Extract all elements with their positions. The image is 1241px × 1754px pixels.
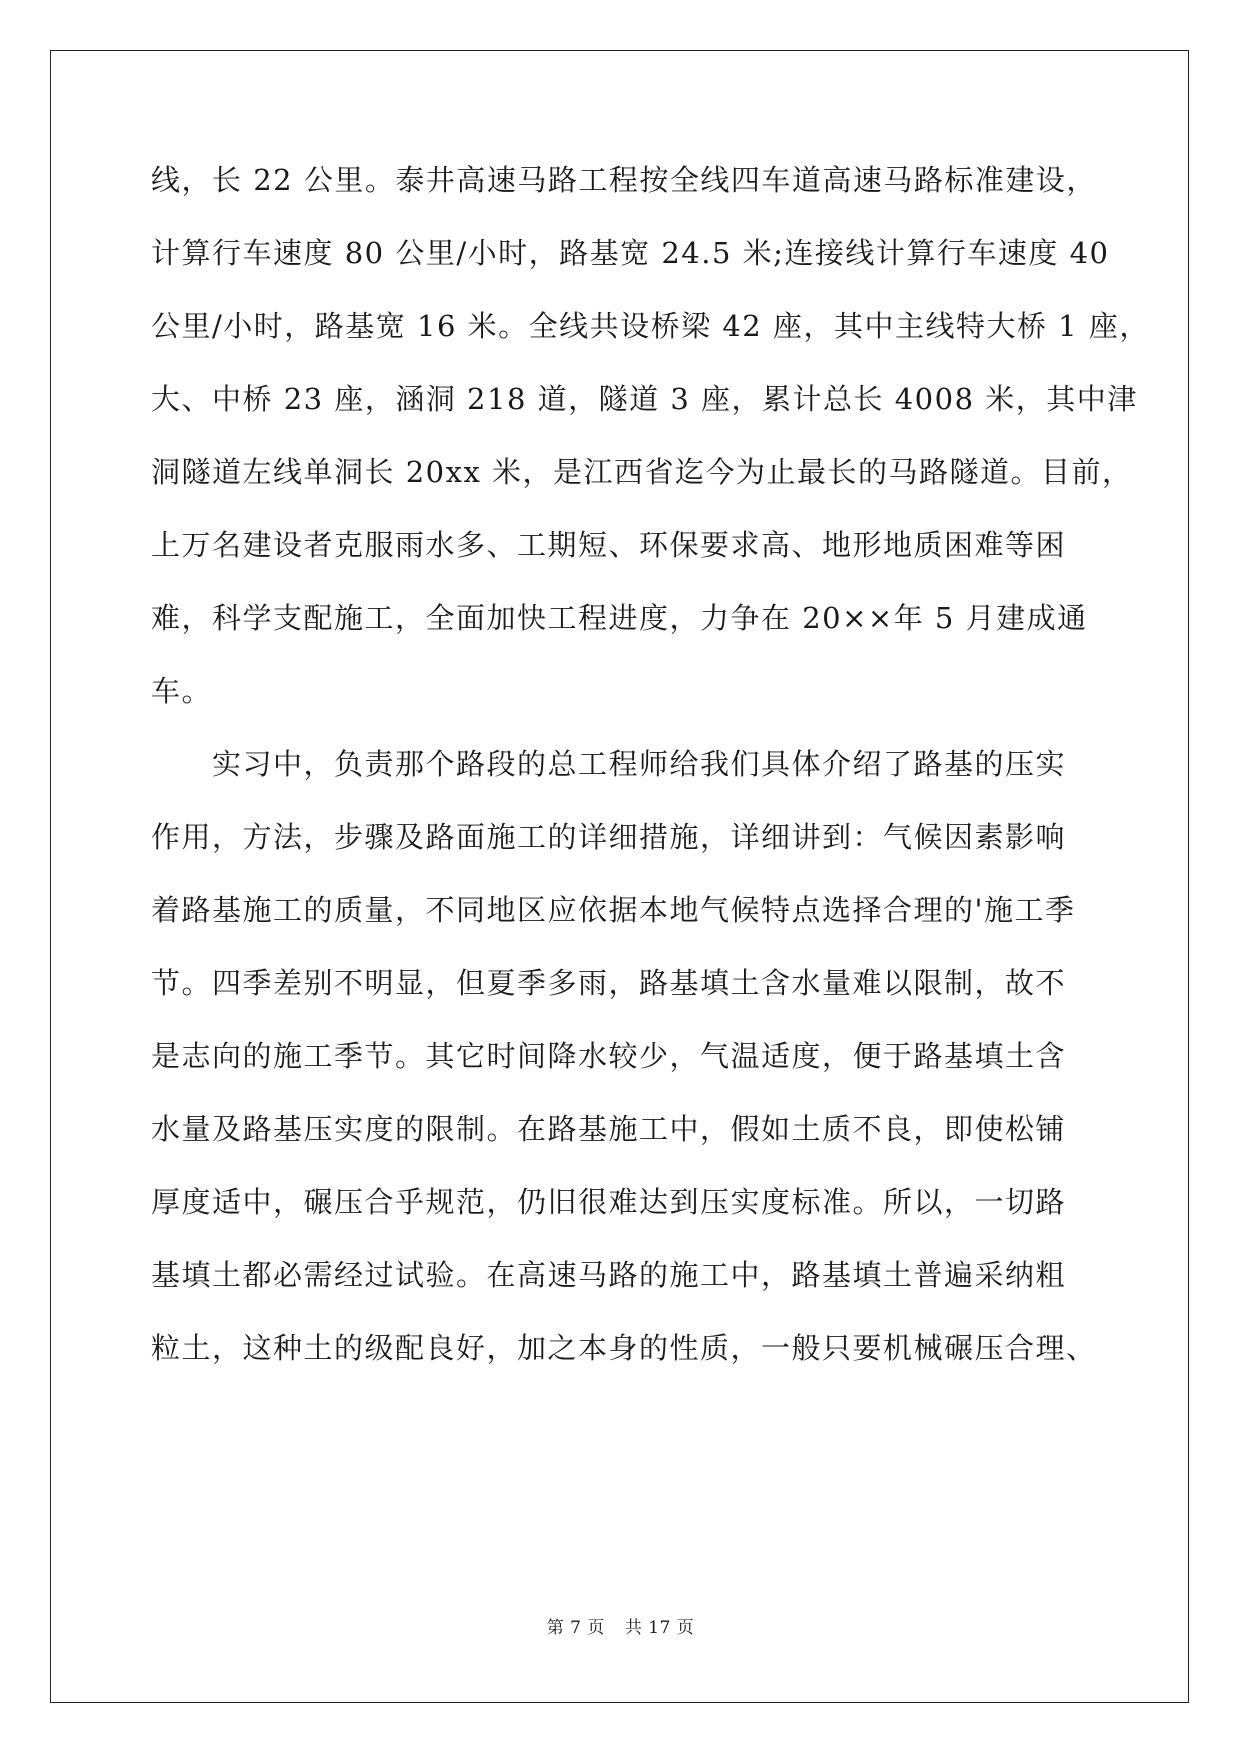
text-line: 计算行车速度 80 公里/小时，路基宽 24.5 米;连接线计算行车速度 40 [151,236,1110,270]
page-number: 第 7 页 [546,1618,605,1638]
text-line: 公里/小时，路基宽 16 米。全线共设桥梁 42 座，其中主线特大桥 1 座， [151,309,1150,343]
text-line: 难，科学支配施工，全面加快工程进度，力争在 20××年 5 月建成通 [151,601,1088,635]
page-total: 共 17 页 [624,1618,695,1638]
text-line: 粒土，这种土的级配良好，加之本身的性质，一般只要机械碾压合理、 [151,1331,1097,1365]
text-line: 上万名建设者克服雨水多、工期短、环保要求高、地形地质困难等困 [151,528,1067,562]
page-footer [0,1617,1241,1639]
text-line: 大、中桥 23 座，涵洞 218 道，隧道 3 座，累计总长 4008 米，其中津 [151,382,1138,416]
text-line: 厚度适中，碾压合乎规范，仍旧很难达到压实度标准。所以，一切路 [151,1185,1067,1219]
page-border [50,50,1189,1703]
text-line: 水量及路基压实度的限制。在路基施工中，假如土质不良，即使松铺 [151,1112,1067,1146]
text-line: 作用，方法，步骤及路面施工的详细措施，详细讲到：气候因素影响 [151,820,1067,854]
text-line: 是志向的施工季节。其它时间降水较少，气温适度，便于路基填土含 [151,1039,1067,1073]
text-line: 基填土都必需经过试验。在高速马路的施工中，路基填土普遍采纳粗 [151,1258,1067,1292]
text-line: 线，长 22 公里。泰井高速马路工程按全线四车道高速马路标准建设， [151,163,1097,197]
text-line: 着路基施工的质量，不同地区应依据本地气候特点选择合理的'施工季 [151,893,1076,927]
text-line: 节。四季差别不明显，但夏季多雨，路基填土含水量难以限制，故不 [151,966,1067,1000]
text-line: 实习中，负责那个路段的总工程师给我们具体介绍了路基的压实 [151,747,1067,781]
text-line: 洞隧道左线单洞长 20xx 米，是江西省迄今为止最长的马路隧道。目前， [151,455,1133,489]
text-line: 车。 [151,674,213,708]
